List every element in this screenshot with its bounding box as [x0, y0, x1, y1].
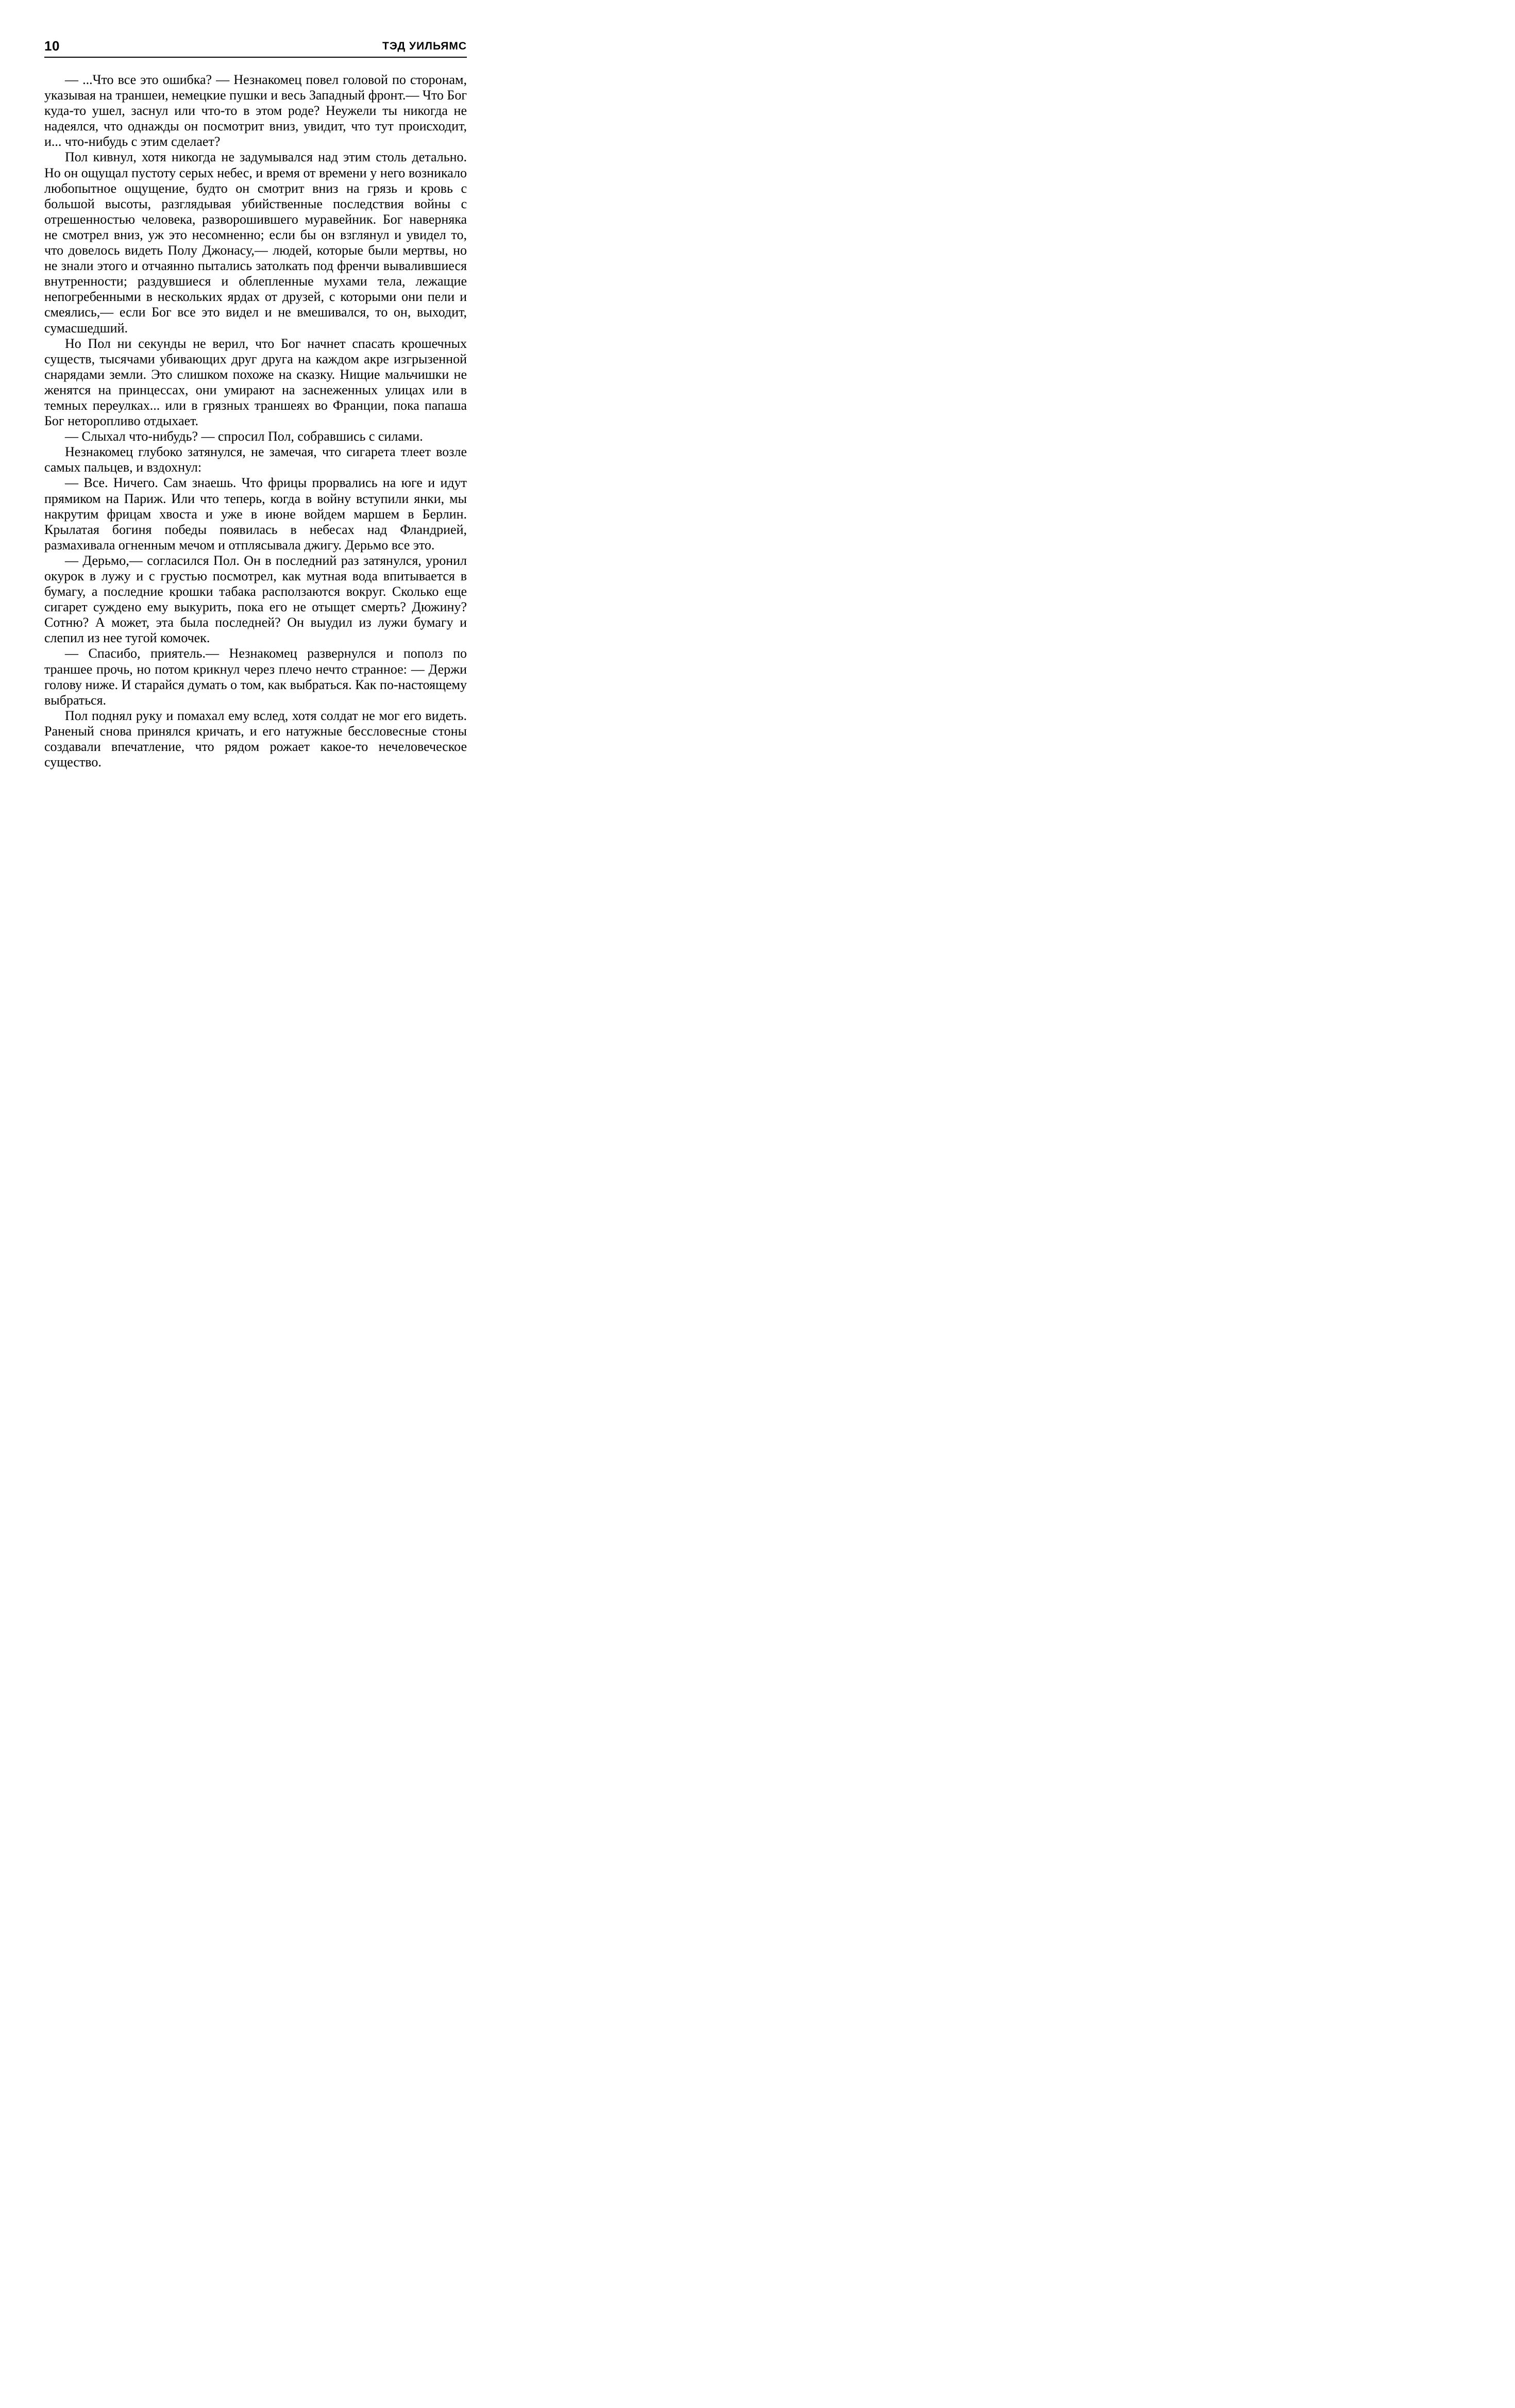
running-header	[44, 36, 467, 58]
body-text	[44, 72, 467, 770]
paragraph: — Дерьмо,— согласился Пол. Он в последний раз затянулся, уронил окурок в лужу и с грустью посмотрел, как мутная вода впитывается в бумагу, а последние крошки табака расползаются вокруг. Сколько еще сигарет суждено ему выкурить, пока его не отыщет смерть? Дюжину? Сотню? А может, эта была последней? Он выудил из лужи бумагу и слепил из нее тугой комочек.	[44, 553, 467, 646]
paragraph: — ...Что все это ошибка? — Незнакомец повел головой по сторонам, указывая на траншеи, немецкие пушки и весь Западный фронт.— Что Бог куда-то ушел, заснул или что-то в этом роде? Неужели ты никогда не надеялся, что однажды он посмотрит вниз, увидит, что тут происходит, и... что-нибудь с этим сделает?	[44, 72, 467, 149]
page-number: 10	[44, 38, 60, 54]
paragraph: — Слыхал что-нибудь? — спросил Пол, собравшись с силами.	[65, 429, 423, 444]
paragraph: Пол кивнул, хотя никогда не задумывался над этим столь детально. Но он ощущал пустоту серых небес, и время от времени у него возникало любопытное ощущение, будто он смотрит вниз на грязь и кровь с большой высоты, разглядывая убийственные последствия войны с отрешенностью человека, разворошившего муравейник. Бог наверняка не смотрел вниз, уж это несомненно; если бы он взглянул и увидел то, что довелось видеть Полу Джонасу,— людей, которые были мертвы, но не знали этого и отчаянно пытались затолкать под френчи вывалившиеся внутренности; раздувшиеся и облепленные мухами тела, лежащие непогребенными в нескольких ярдах от друзей, с которыми они пели и смеялись,— если Бог все это видел и не вмешивался, то он, выходит, сумасшедший.	[44, 149, 467, 336]
paragraph: — Все. Ничего. Сам знаешь. Что фрицы прорвались на юге и идут прямиком на Париж. Или что теперь, когда в войну вступили янки, мы накрутим фрицам хвоста и уже в июне войдем маршем в Берлин. Крылатая богиня победы появилась в небесах над Фландрией, размахивала огненным мечом и отплясывала джигу. Дерьмо все это.	[44, 475, 467, 553]
paragraph: — Спасибо, приятель.— Незнакомец развернулся и пополз по траншее прочь, но потом крикнул через плечо нечто странное: — Держи голову ниже. И старайся думать о том, как выбраться. Как по-настоящему выбраться.	[44, 646, 467, 708]
author-name: ТЭД УИЛЬЯМС	[382, 40, 467, 52]
paragraph: Пол поднял руку и помахал ему вслед, хотя солдат не мог его видеть. Раненый снова принялся кричать, и его натужные бессловесные стоны создавали впечатление, что рядом рожает какое-то нечеловеческое существо.	[44, 708, 467, 770]
paragraph: Незнакомец глубоко затянулся, не замечая, что сигарета тлеет возле самых пальцев, и вздохнул:	[44, 444, 467, 475]
paragraph: Но Пол ни секунды не верил, что Бог начнет спасать крошечных существ, тысячами убивающих друг друга на каждом акре изгрызенной снарядами земли. Это слишком похоже на сказку. Нищие мальчишки не женятся на принцессах, они умирают на заснеженных улицах или в темных переулках... или в грязных траншеях во Франции, пока папаша Бог неторопливо отдыхает.	[44, 336, 467, 429]
book-page	[44, 36, 467, 770]
